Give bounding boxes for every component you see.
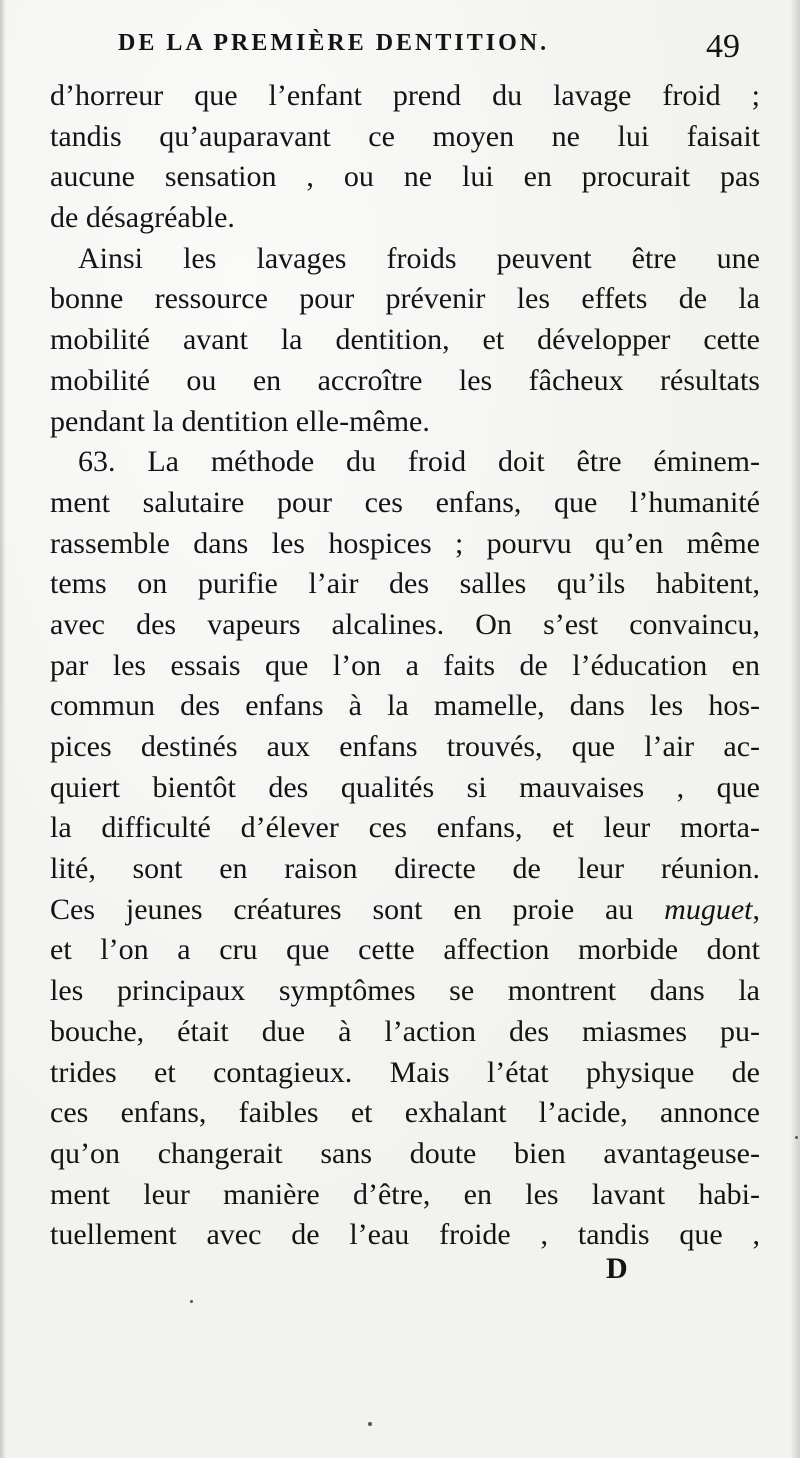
ink-speck	[368, 1422, 372, 1426]
text-line: de désagréable.	[50, 201, 235, 235]
text-line: quiert bientôt des qualités si mauvaises , que	[50, 770, 760, 804]
text-line: ces enfans, faibles et exhalant l’acide, annonce	[50, 1096, 760, 1130]
italic-word-muguet: muguet	[664, 892, 753, 926]
text-line: commun des enfans à la mamelle, dans les hos-	[50, 689, 760, 723]
text-line: mobilité avant la dentition, et développer cette	[50, 323, 760, 357]
text-line: lité, sont en raison directe de leur réunion.	[50, 852, 760, 886]
text-line: d’horreur que l’enfant prend du lavage froid ;	[50, 79, 760, 112]
text-line: aucune sensation , ou ne lui en procurait pas	[50, 160, 760, 194]
text-line: tuellement avec de l’eau froide , tandis que ,	[50, 1218, 760, 1252]
text-line: la difficulté d’élever ces enfans, et leur morta-	[50, 811, 760, 845]
text-line: pendant la dentition elle-même.	[50, 404, 430, 438]
text-line: ment salutaire pour ces enfans, que l’humanité	[50, 485, 760, 519]
paragraph-start-line: Ainsi les lavages froids peuvent être une	[78, 241, 760, 275]
body-text	[50, 76, 760, 1256]
signature-mark: D	[606, 1252, 628, 1285]
page-edge-right	[790, 0, 800, 1458]
text-line: trides et contagieux. Mais l’état physique de	[50, 1055, 760, 1089]
text-line: rassemble dans les hospices ; pourvu qu’en même	[50, 526, 760, 560]
text-line: mobilité ou en accroître les fâcheux résultats	[50, 363, 760, 397]
text-line: et l’on a cru que cette affection morbide dont	[50, 933, 760, 967]
text-line: les principaux symptômes se montrent dans la	[50, 974, 760, 1008]
paragraph-start-line: 63. La méthode du froid doit être éminem-	[78, 445, 760, 479]
ink-speck	[795, 1136, 798, 1139]
page-number: 49	[706, 28, 740, 65]
text-line: ment leur manière d’être, en les lavant habi-	[50, 1177, 760, 1211]
text-line: tems on purifie l’air des salles qu’ils habitent,	[50, 567, 760, 601]
text-line-muguet: Ces jeunes créatures sont en proie au muguet,	[50, 892, 760, 926]
text-line: pices destinés aux enfans trouvés, que l’air ac-	[50, 730, 760, 763]
text-line: bonne ressource pour prévenir les effets de la	[50, 282, 760, 316]
running-head: DE LA PREMIÈRE DENTITION.	[118, 30, 550, 56]
page-edge-left	[0, 0, 6, 1458]
text-line: tandis qu’auparavant ce moyen ne lui faisait	[50, 119, 760, 153]
text-line: avec des vapeurs alcalines. On s’est convaincu,	[50, 607, 760, 641]
ink-speck	[190, 1300, 193, 1303]
text-line: par les essais que l’on a faits de l’éducation en	[50, 648, 760, 682]
text-line: qu’on changerait sans doute bien avantageuse-	[50, 1136, 760, 1170]
text-line: bouche, était due à l’action des miasmes pu-	[50, 1014, 760, 1048]
